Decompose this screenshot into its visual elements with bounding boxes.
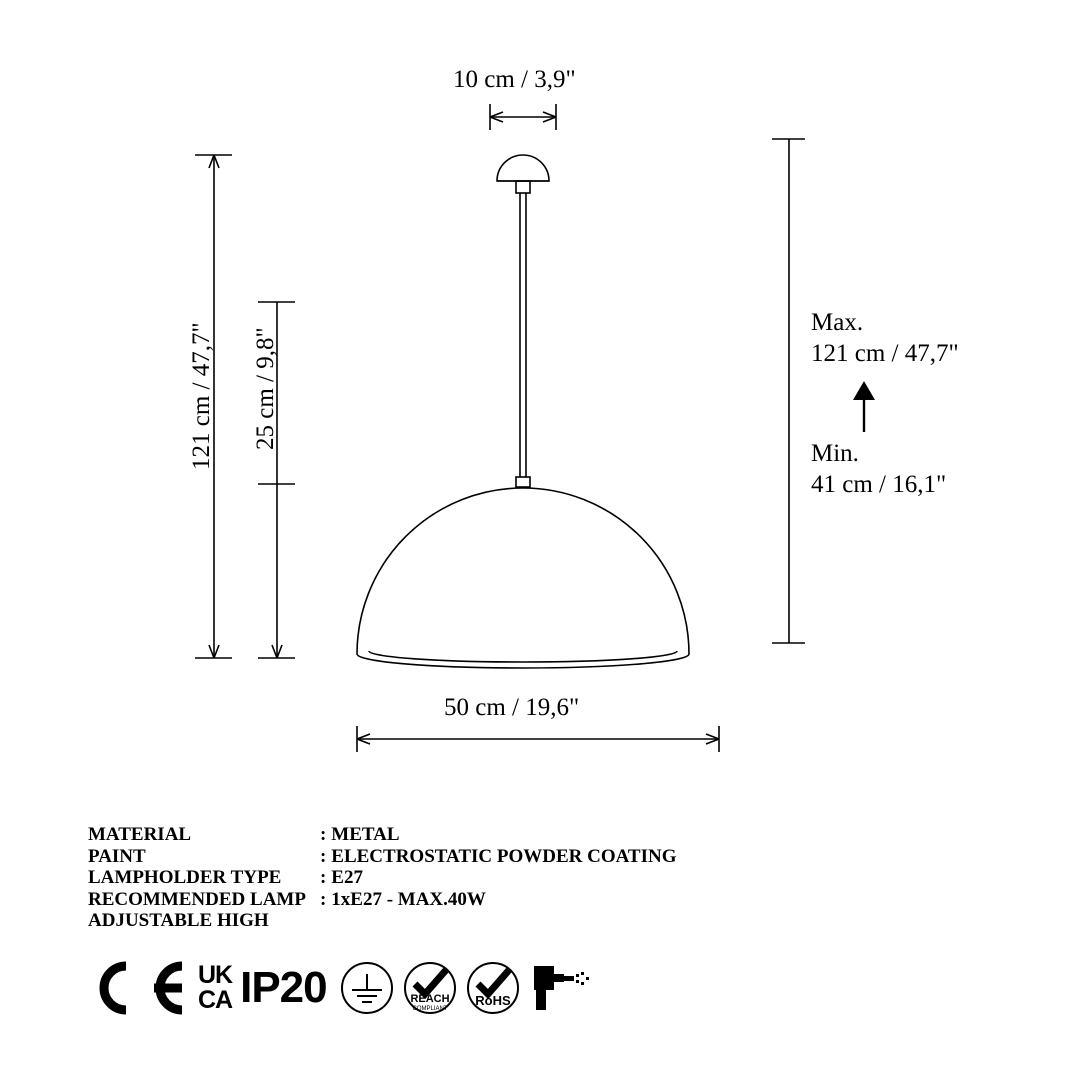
table-row: [88, 846, 677, 868]
shade-inner-rim: [369, 651, 677, 662]
max-label: Max.: [811, 309, 864, 336]
specification-table: [88, 824, 677, 932]
spec-key: MATERIAL: [88, 824, 192, 845]
certification-icon-row: [82, 958, 590, 1018]
shade-bottom-ellipse-front: [357, 654, 689, 668]
table-row: [88, 867, 677, 889]
max-value: 121 cm / 47,7": [811, 340, 959, 367]
svg-text:COMPLIANT: COMPLIANT: [412, 1006, 448, 1012]
spec-value: [331, 910, 676, 932]
spec-value: 1xE27 - MAX.40W: [331, 888, 486, 910]
total-height-label: 121 cm / 47,7": [188, 322, 215, 470]
min-value: 41 cm / 16,1": [811, 471, 947, 498]
spec-key: PAINT: [88, 845, 146, 867]
spec-colon: :: [319, 845, 327, 867]
spec-value: E27: [331, 867, 363, 888]
spec-key: ADJUSTABLE HIGH: [88, 910, 269, 931]
shade-outer-dome: [357, 488, 689, 654]
canopy-width-label: 10 cm / 3,9": [453, 66, 576, 93]
spec-key: LAMPHOLDER TYPE: [88, 867, 282, 888]
spec-value: METAL: [331, 824, 400, 845]
canopy-dome: [497, 155, 549, 181]
ukca-line-2: CA: [198, 986, 233, 1014]
spec-colon: :: [319, 824, 327, 845]
canopy-collar: [516, 181, 530, 193]
spec-colon: :: [319, 888, 327, 910]
spec-value: ELECTROSTATIC POWDER COATING: [331, 845, 677, 867]
shade-height-label: 25 cm / 9,8": [252, 327, 279, 450]
shade-top-connector: [516, 477, 530, 487]
adjust-up-arrow: [853, 381, 875, 432]
spec-colon: :: [319, 867, 327, 888]
spec-key: RECOMMENDED LAMP: [88, 888, 306, 910]
shade-diameter-label: 50 cm / 19,6": [444, 694, 580, 721]
table-row: [88, 910, 677, 932]
ce-mark-icon: [82, 961, 190, 1015]
table-row: [88, 889, 677, 911]
table-row: [88, 824, 677, 846]
reach-compliant-icon: [402, 960, 458, 1016]
svg-text:RoHS: RoHS: [474, 993, 511, 1008]
spec-colon: [320, 910, 331, 932]
powder-coating-spray-gun-icon: [528, 960, 590, 1016]
min-label: Min.: [811, 440, 859, 467]
svg-text:REACH: REACH: [410, 993, 450, 1005]
protective-earth-icon: [339, 960, 395, 1016]
ip-rating-label: IP20: [240, 963, 327, 1012]
rohs-icon: [465, 960, 521, 1016]
ukca-mark-icon: [198, 963, 232, 1013]
ukca-line-1: UK: [198, 961, 233, 989]
